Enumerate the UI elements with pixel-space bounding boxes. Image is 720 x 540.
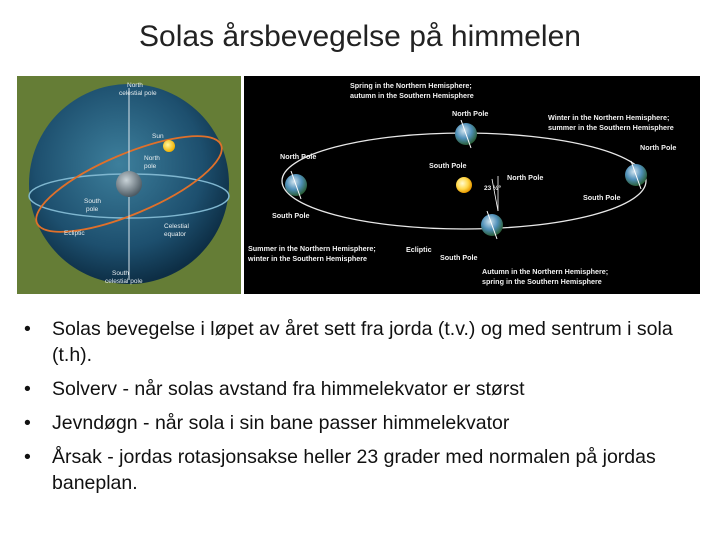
bullet-text: Solas bevegelse i løpet av året sett fra jorda (t.v.) og med sentrum i sola (t.h).	[52, 318, 673, 366]
label-ecliptic: Ecliptic	[64, 230, 85, 237]
label-spring-north-2: autumn in the Southern Hemisphere	[350, 91, 474, 100]
sun	[163, 140, 175, 152]
label-south-celestial-pole-1: South	[112, 270, 129, 277]
bullet-list	[22, 316, 702, 504]
slide-title: Solas årsbevegelse på himmelen	[139, 20, 581, 53]
label-south-celestial-pole-2: celestial pole	[105, 278, 143, 285]
label-winter-north-1: Winter in the Northern Hemisphere;	[548, 113, 670, 122]
label-south-pole-1: South	[84, 198, 101, 205]
label-winter-north-2: summer in the Southern Hemisphere	[548, 123, 674, 132]
earth	[116, 171, 142, 197]
label-south-pole-spring: South Pole	[429, 161, 467, 170]
label-south-pole-autumn: South Pole	[440, 253, 478, 262]
sun	[456, 177, 472, 193]
celestial-sphere-figure	[17, 76, 241, 294]
label-north-pole-spring: North Pole	[452, 109, 489, 118]
label-south-pole-summer: South Pole	[272, 211, 310, 220]
label-south-pole-2: pole	[86, 206, 99, 213]
bullet-marker: •	[24, 318, 31, 340]
label-celestial-equator-1: Celestial	[164, 223, 189, 230]
bullet-marker: •	[24, 378, 31, 400]
label-north-celestial-pole-1: North	[127, 82, 143, 89]
bullet-item	[22, 376, 702, 402]
label-north-pole-autumn: North Pole	[507, 173, 544, 182]
bullet-marker: •	[24, 446, 31, 468]
label-summer-north-2: winter in the Southern Hemisphere	[248, 254, 368, 263]
bullet-text: Jevndøgn - når sola i sin bane passer himmelekvator	[52, 412, 510, 434]
label-sun: Sun	[152, 133, 164, 140]
label-autumn-north-2: spring in the Southern Hemisphere	[482, 277, 602, 286]
label-north-pole-2: pole	[144, 163, 157, 170]
bullet-item	[22, 410, 702, 436]
label-tilt: 23 ½°	[484, 185, 502, 192]
bullet-marker: •	[24, 412, 31, 434]
bullet-item	[22, 316, 702, 368]
label-north-pole-summer: North Pole	[280, 152, 317, 161]
label-celestial-equator-2: equator	[164, 231, 187, 238]
label-north-pole-1: North	[144, 155, 160, 162]
earth-orbit-figure	[244, 76, 700, 294]
bullet-text: Solverv - når solas avstand fra himmelekvator er størst	[52, 378, 525, 400]
label-north-pole-winter: North Pole	[640, 143, 677, 152]
label-ecliptic: Ecliptic	[406, 245, 432, 254]
bullet-item	[22, 444, 702, 496]
label-spring-north-1: Spring in the Northern Hemisphere;	[350, 81, 472, 90]
label-south-pole-winter: South Pole	[583, 193, 621, 202]
label-autumn-north-1: Autumn in the Northern Hemisphere;	[482, 267, 609, 276]
label-north-celestial-pole-2: celestial pole	[119, 90, 157, 97]
bullet-text: Årsak - jordas rotasjonsakse heller 23 grader med normalen på jordas baneplan.	[52, 446, 656, 494]
label-summer-north-1: Summer in the Northern Hemisphere;	[248, 244, 376, 253]
